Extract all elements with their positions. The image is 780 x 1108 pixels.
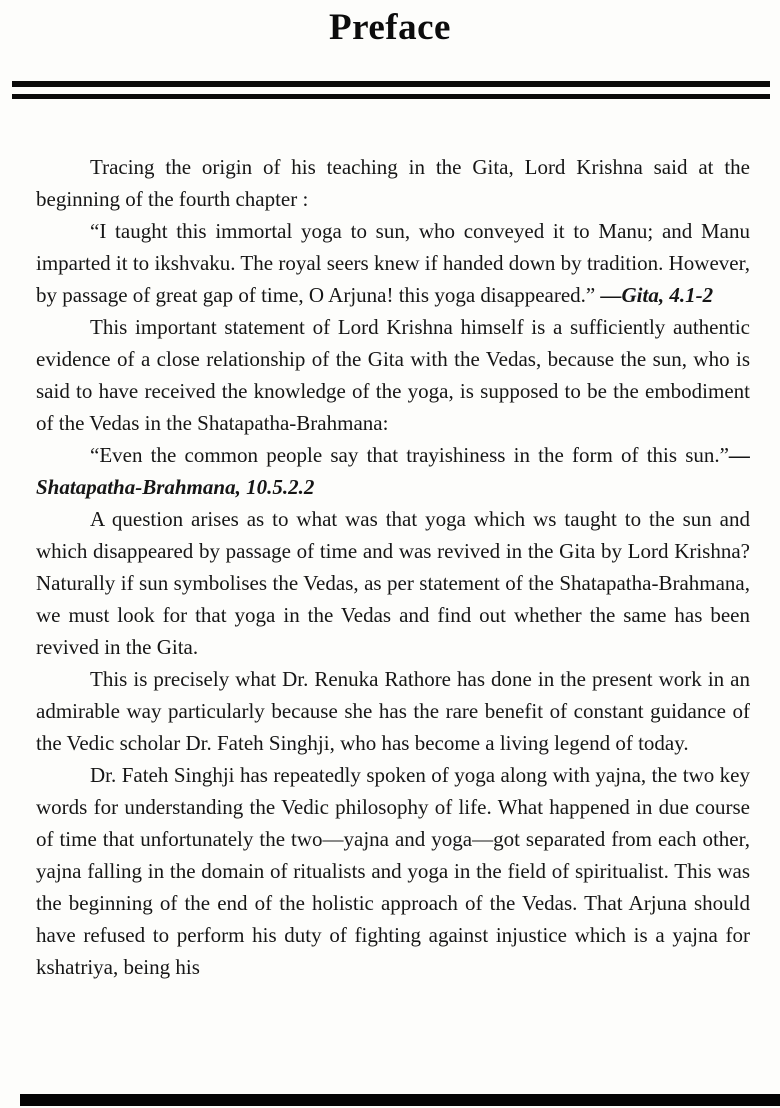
paragraph [36,311,750,439]
preface-body [36,151,750,983]
paragraph [36,439,750,503]
paragraph-text: This important statement of Lord Krishna himself is a sufficiently authentic evidence of a close relationship of the Gita with the Vedas, because the sun, who is said to have received the knowledge of the yoga, is supposed to be the embodiment of the Vedas in the Shatapatha-Brahmana: [36,315,750,435]
paragraph [36,503,750,663]
divider-bottom-rule [12,94,770,99]
scripture-citation: —Shatapatha-Brahmana, 10.5.2.2 [36,443,750,499]
paragraph [36,215,750,311]
paragraph [36,759,750,983]
page-title: Preface [329,7,451,48]
scripture-citation: —Gita, 4.1-2 [600,283,714,307]
paragraph-text: Dr. Fateh Singhji has repeatedly spoken of yoga along with yajna, the two key words for understanding the Vedic philosophy of life. What happened in due course of time that unfortunately the two—yajna and yoga—got separated from each other, yajna falling in the domain of ritualists and yoga in the field of spiritualist. This was the beginning of the end of the holistic approach of the Vedas. That Arjuna should have refused to perform his duty of fighting against injustice which is a yajna for kshatriya, being his [36,763,750,979]
paragraph-text: A question arises as to what was that yoga which ws taught to the sun and which disappeared by passage of time and was revived in the Gita by Lord Krishna? Naturally if sun symbolises the Vedas, as per statement of the Shatapatha-Brahmana, we must look for that yoga in the Vedas and find out whether the same has been revived in the Gita. [36,507,750,659]
title-divider [12,81,770,99]
paragraph [36,663,750,759]
paragraph-text: Tracing the origin of his teaching in the Gita, Lord Krishna said at the beginning of the fourth chapter : [36,155,750,211]
paragraph [36,151,750,215]
paragraph-text: “I taught this immortal yoga to sun, who conveyed it to Manu; and Manu imparted it to ikshvaku. The royal seers knew if handed down by tradition. However, by passage of great gap of time, O Arjuna! this yoga disappeared.” [36,219,750,307]
divider-top-rule [12,81,770,87]
paragraph-text: “Even the common people say that trayishiness in the form of this sun.” [90,443,729,467]
paragraph-text: This is precisely what Dr. Renuka Rathore has done in the present work in an admirable way particularly because she has the rare benefit of constant guidance of the Vedic scholar Dr. Fateh Singhji, who has become a living legend of today. [36,667,750,755]
page-edge-scan-bar [20,1094,780,1106]
